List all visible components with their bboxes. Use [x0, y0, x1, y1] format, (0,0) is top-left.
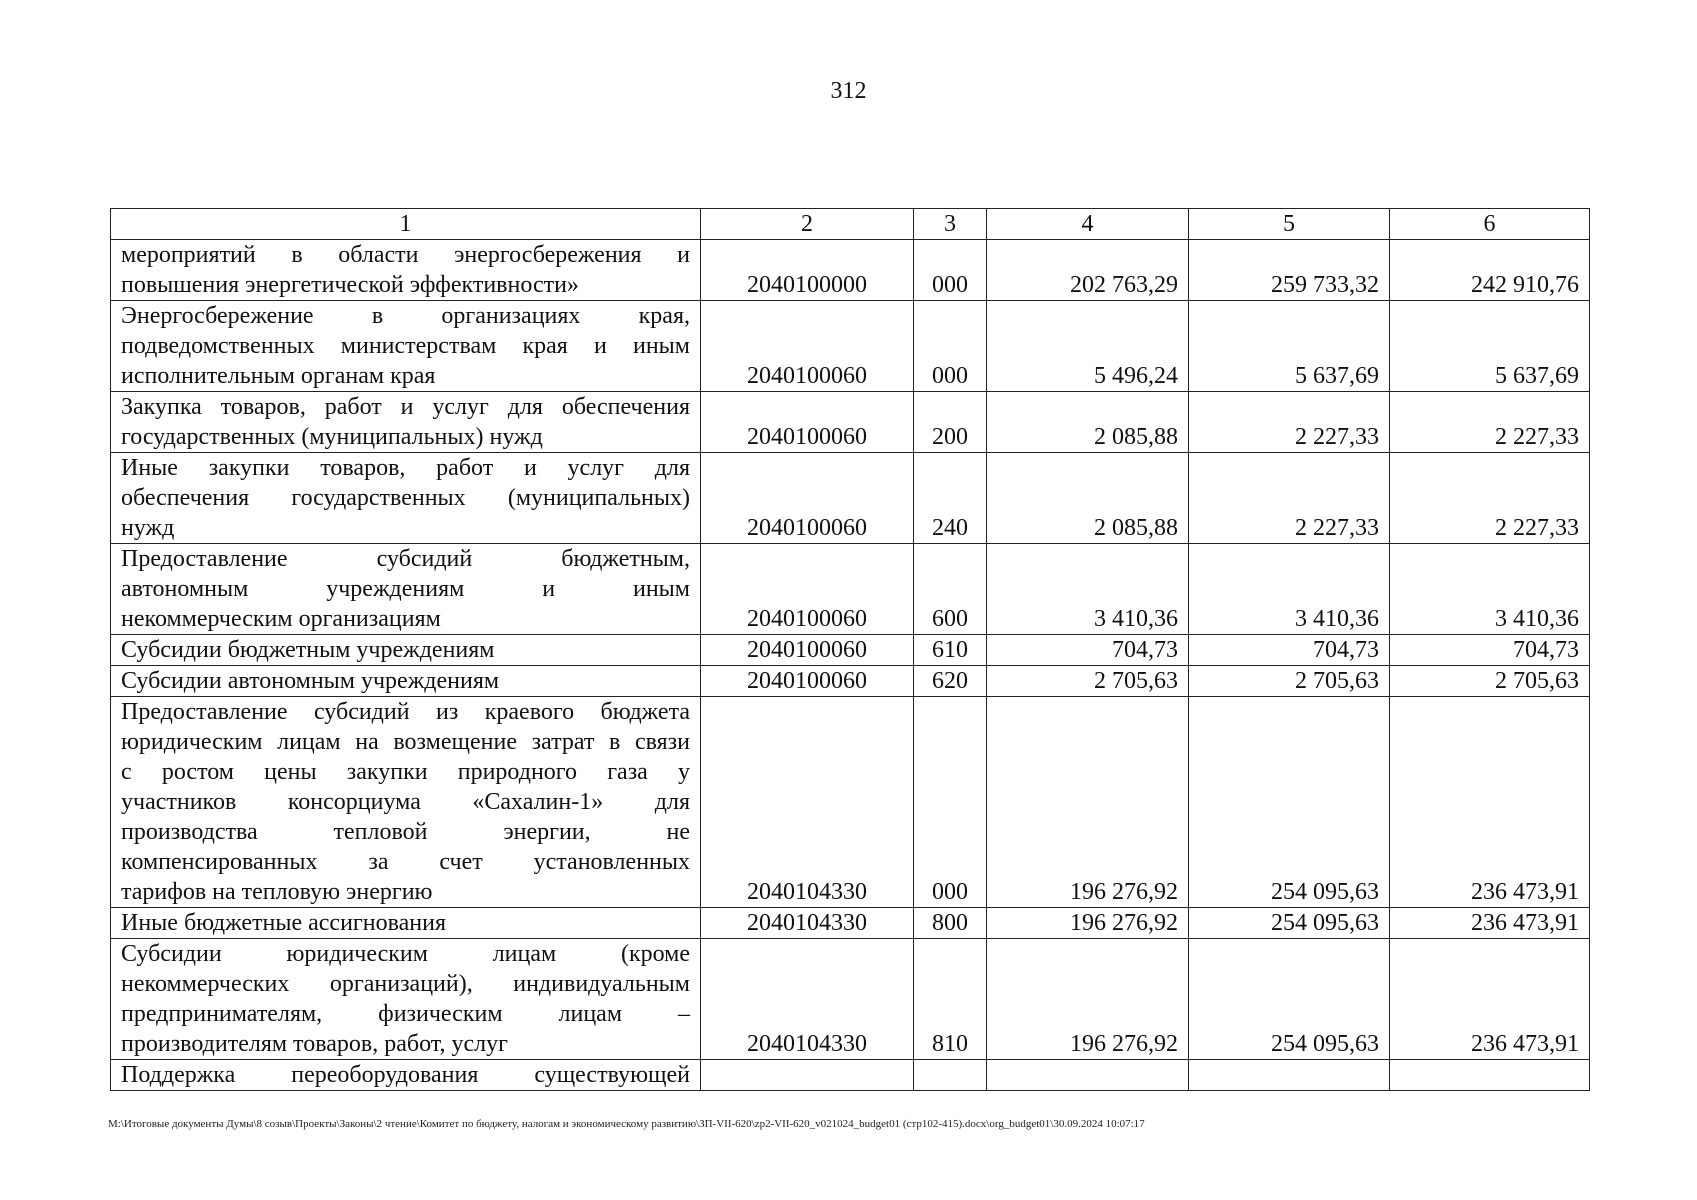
table-row	[111, 908, 1590, 939]
description-line: государственных (муниципальных) нужд	[121, 424, 543, 450]
row-amount-col-6: 2 705,63	[1390, 666, 1590, 697]
row-description	[111, 908, 701, 939]
row-amount-col-6: 2 227,33	[1390, 453, 1590, 544]
row-amount-col-4: 704,73	[987, 635, 1189, 666]
row-expense-type-code: 000	[914, 240, 987, 301]
description-line: повышения энергетической эффективности»	[121, 272, 579, 298]
row-expense-type-code: 200	[914, 392, 987, 453]
row-amount-col-4: 196 276,92	[987, 697, 1189, 908]
table-row	[111, 392, 1590, 453]
row-target-article-code: 2040100060	[701, 544, 914, 635]
row-amount-col-4: 5 496,24	[987, 301, 1189, 392]
description-line: обеспечения государственных (муниципальных)	[121, 485, 690, 511]
budget-table	[110, 208, 1590, 1091]
header-col-2: 2	[701, 209, 914, 240]
row-expense-type-code: 800	[914, 908, 987, 939]
row-amount-col-5: 2 705,63	[1189, 666, 1390, 697]
table-row	[111, 301, 1590, 392]
table-row	[111, 240, 1590, 301]
header-col-5: 5	[1189, 209, 1390, 240]
description-line: Субсидии автономным учреждениям	[121, 668, 500, 694]
table-row	[111, 635, 1590, 666]
row-amount-col-5: 704,73	[1189, 635, 1390, 666]
row-expense-type-code	[914, 1060, 987, 1091]
row-description	[111, 697, 701, 908]
row-target-article-code: 2040100060	[701, 392, 914, 453]
description-line: тарифов на тепловую энергию	[121, 879, 433, 905]
row-expense-type-code: 810	[914, 939, 987, 1060]
description-line: предпринимателям, физическим лицам –	[121, 1001, 690, 1027]
row-amount-col-5: 254 095,63	[1189, 939, 1390, 1060]
row-target-article-code: 2040100060	[701, 453, 914, 544]
row-amount-col-4: 2 085,88	[987, 453, 1189, 544]
description-line: Поддержка переоборудования существующей	[121, 1062, 690, 1088]
header-col-3: 3	[914, 209, 987, 240]
description-line: производителям товаров, работ, услуг	[121, 1031, 508, 1057]
row-amount-col-6: 2 227,33	[1390, 392, 1590, 453]
description-line: автономным учреждениям и иным	[121, 576, 690, 602]
row-description	[111, 301, 701, 392]
row-description	[111, 544, 701, 635]
row-expense-type-code: 240	[914, 453, 987, 544]
row-amount-col-4: 202 763,29	[987, 240, 1189, 301]
row-amount-col-6: 704,73	[1390, 635, 1590, 666]
description-line: Закупка товаров, работ и услуг для обеспечения	[121, 394, 690, 420]
header-col-4: 4	[987, 209, 1189, 240]
description-line: исполнительным органам края	[121, 363, 436, 389]
description-line: Иные бюджетные ассигнования	[121, 910, 446, 936]
row-expense-type-code: 620	[914, 666, 987, 697]
description-line: Предоставление субсидий бюджетным,	[121, 546, 690, 572]
row-expense-type-code: 000	[914, 301, 987, 392]
row-target-article-code: 2040100000	[701, 240, 914, 301]
description-line: мероприятий в области энергосбережения и	[121, 242, 690, 268]
description-line: Предоставление субсидий из краевого бюджета	[121, 699, 690, 725]
row-amount-col-4: 2 085,88	[987, 392, 1189, 453]
row-amount-col-6	[1390, 1060, 1590, 1091]
row-amount-col-6: 242 910,76	[1390, 240, 1590, 301]
description-line: Субсидии юридическим лицам (кроме	[121, 941, 690, 967]
table-row	[111, 453, 1590, 544]
description-line: некоммерческим организациям	[121, 606, 441, 632]
row-target-article-code: 2040100060	[701, 666, 914, 697]
row-amount-col-5: 2 227,33	[1189, 392, 1390, 453]
table-row	[111, 697, 1590, 908]
row-amount-col-4	[987, 1060, 1189, 1091]
row-target-article-code: 2040104330	[701, 939, 914, 1060]
description-line: Субсидии бюджетным учреждениям	[121, 637, 495, 663]
row-amount-col-5: 3 410,36	[1189, 544, 1390, 635]
row-description	[111, 666, 701, 697]
row-target-article-code: 2040100060	[701, 635, 914, 666]
description-line: участников консорциума «Сахалин-1» для	[121, 789, 690, 815]
row-description	[111, 1060, 701, 1091]
row-amount-col-4: 2 705,63	[987, 666, 1189, 697]
row-amount-col-5: 259 733,32	[1189, 240, 1390, 301]
row-target-article-code: 2040100060	[701, 301, 914, 392]
document-path-footer: M:\Итоговые документы Думы\8 созыв\Проекты\Законы\2 чтение\Комитет по бюджету, налогам и экономическому развитию\ЗП-VII-620\zp2-VII-620_v021024_budget01 (стр102-415).docx\org_budget01\30.09.2024 10:07:17	[108, 1118, 1145, 1130]
row-amount-col-6: 3 410,36	[1390, 544, 1590, 635]
description-line: нужд	[121, 515, 175, 541]
header-col-1: 1	[111, 209, 701, 240]
description-line: юридическим лицам на возмещение затрат в связи	[121, 729, 690, 755]
row-expense-type-code: 600	[914, 544, 987, 635]
header-col-6: 6	[1390, 209, 1590, 240]
row-target-article-code: 2040104330	[701, 908, 914, 939]
row-amount-col-4: 196 276,92	[987, 908, 1189, 939]
row-amount-col-6: 236 473,91	[1390, 939, 1590, 1060]
row-target-article-code	[701, 1060, 914, 1091]
row-expense-type-code: 000	[914, 697, 987, 908]
row-amount-col-5: 254 095,63	[1189, 908, 1390, 939]
description-line: компенсированных за счет установленных	[121, 849, 690, 875]
row-amount-col-5: 254 095,63	[1189, 697, 1390, 908]
table-row	[111, 1060, 1590, 1091]
row-description	[111, 453, 701, 544]
row-amount-col-5	[1189, 1060, 1390, 1091]
row-amount-col-5: 2 227,33	[1189, 453, 1390, 544]
row-description	[111, 240, 701, 301]
table-row	[111, 666, 1590, 697]
row-description	[111, 635, 701, 666]
row-amount-col-6: 236 473,91	[1390, 908, 1590, 939]
row-amount-col-4: 3 410,36	[987, 544, 1189, 635]
row-description	[111, 392, 701, 453]
page-number: 312	[830, 78, 867, 104]
table-row	[111, 544, 1590, 635]
row-amount-col-6: 236 473,91	[1390, 697, 1590, 908]
table-row	[111, 939, 1590, 1060]
row-target-article-code: 2040104330	[701, 697, 914, 908]
description-line: производства тепловой энергии, не	[121, 819, 690, 845]
description-line: некоммерческих организаций), индивидуальным	[121, 971, 690, 997]
description-line: Иные закупки товаров, работ и услуг для	[121, 455, 690, 481]
row-amount-col-6: 5 637,69	[1390, 301, 1590, 392]
description-line: Энергосбережение в организациях края,	[121, 303, 690, 329]
row-description	[111, 939, 701, 1060]
row-amount-col-5: 5 637,69	[1189, 301, 1390, 392]
description-line: с ростом цены закупки природного газа у	[121, 759, 690, 785]
row-amount-col-4: 196 276,92	[987, 939, 1189, 1060]
description-line: подведомственных министерствам края и иным	[121, 333, 690, 359]
row-expense-type-code: 610	[914, 635, 987, 666]
header-row	[111, 209, 1590, 240]
